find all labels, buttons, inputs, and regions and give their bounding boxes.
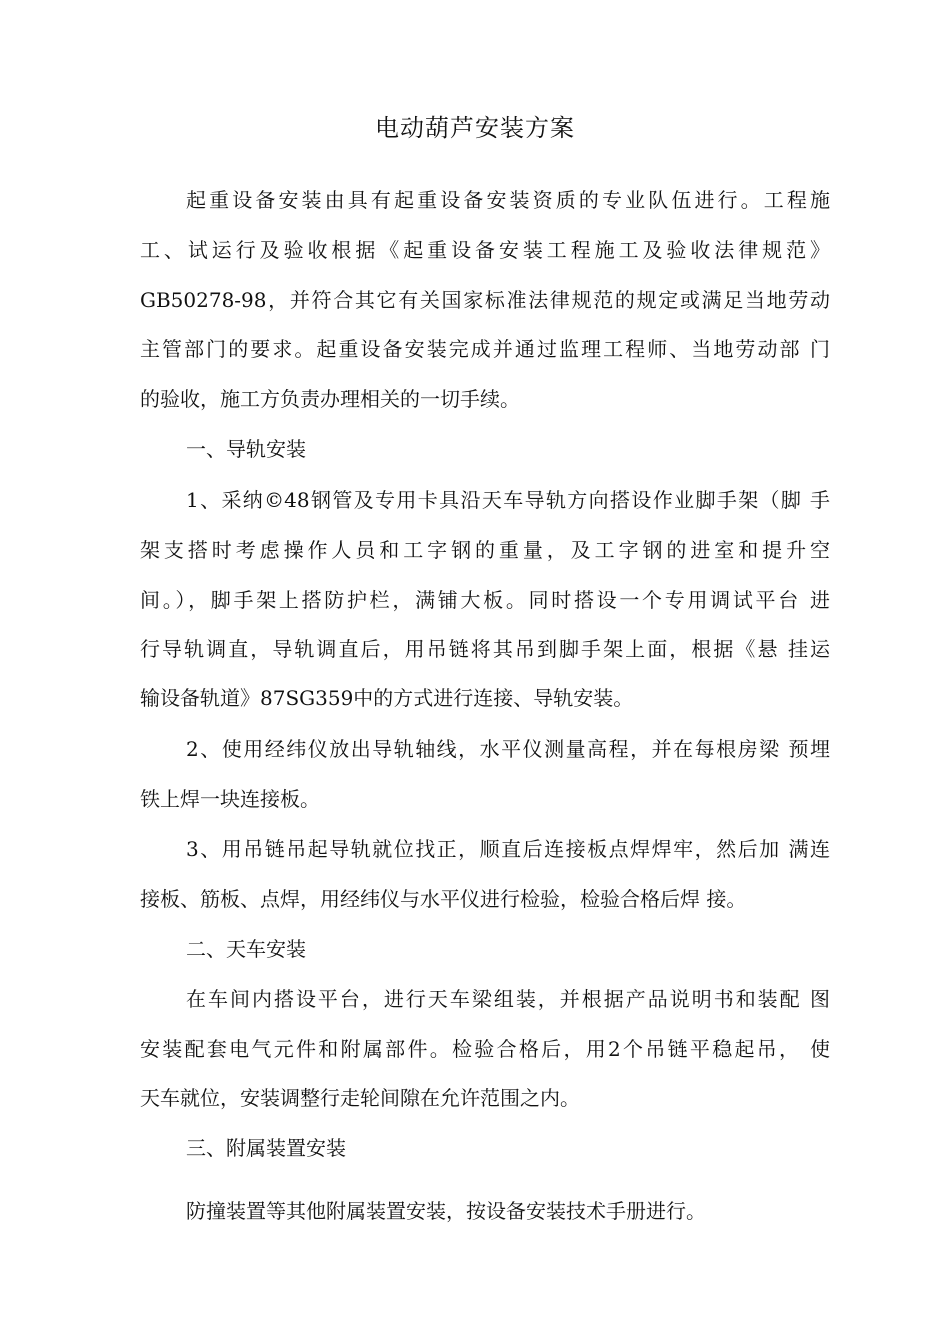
paragraph-line: 输设备轨道》87SG359中的方式进行连接、导轨安装。 bbox=[140, 686, 634, 710]
paragraph-line: 工、试运行及验收根据《起重设备安装工程施工及验收法律规范》 bbox=[140, 238, 830, 262]
paragraph-line: 2、使用经纬仪放出导轨轴线，水平仪测量高程，并在每根房梁 预埋 bbox=[186, 737, 830, 761]
paragraph-line: 的验收，施工方负责办理相关的一切手续。 bbox=[140, 387, 520, 411]
paragraph-line: 安装配套电气元件和附属部件。检验合格后，用2个吊链平稳起吊， 使 bbox=[140, 1037, 830, 1061]
section-heading: 一、导轨安装 bbox=[186, 437, 306, 461]
paragraph-line: 铁上焊一块连接板。 bbox=[140, 787, 320, 811]
section-heading: 三、附属装置安装 bbox=[186, 1136, 346, 1160]
paragraph-line: 天车就位，安装调整行走轮间隙在允许范围之内。 bbox=[140, 1086, 580, 1110]
paragraph-line: 防撞装置等其他附属装置安装，按设备安装技术手册进行。 bbox=[186, 1199, 706, 1223]
section-heading: 二、天车安装 bbox=[186, 937, 306, 961]
paragraph-line: 在车间内搭设平台，进行天车梁组装，并根据产品说明书和装配 图 bbox=[186, 987, 830, 1011]
paragraph-line: 3、用吊链吊起导轨就位找正，顺直后连接板点焊焊牢，然后加 满连 bbox=[186, 837, 830, 861]
paragraph-line: GB50278-98，并符合其它有关国家标准法律规范的规定或满足当地劳动 bbox=[140, 288, 830, 312]
paragraph-line: 行导轨调直，导轨调直后，用吊链将其吊到脚手架上面，根据《悬 挂运 bbox=[140, 637, 830, 661]
paragraph-line: 间。），脚手架上搭防护栏，满铺大板。同时搭设一个专用调试平台 进 bbox=[140, 588, 830, 612]
paragraph-line: 起重设备安装由具有起重设备安装资质的专业队伍进行。工程施 bbox=[186, 188, 830, 212]
paragraph-line: 主管部门的要求。起重设备安装完成并通过监理工程师、当地劳动部 门 bbox=[140, 337, 830, 361]
paragraph-line: 1、采纳©48钢管及专用卡具沿天车导轨方向搭设作业脚手架（脚 手 bbox=[186, 488, 830, 512]
document-title: 电动葫芦安装方案 bbox=[375, 114, 575, 142]
paragraph-line: 架支搭时考虑操作人员和工字钢的重量，及工字钢的进室和提升空 bbox=[140, 538, 830, 562]
paragraph-line: 接板、筋板、点焊，用经纬仪与水平仪进行检验，检验合格后焊 接。 bbox=[140, 887, 747, 911]
